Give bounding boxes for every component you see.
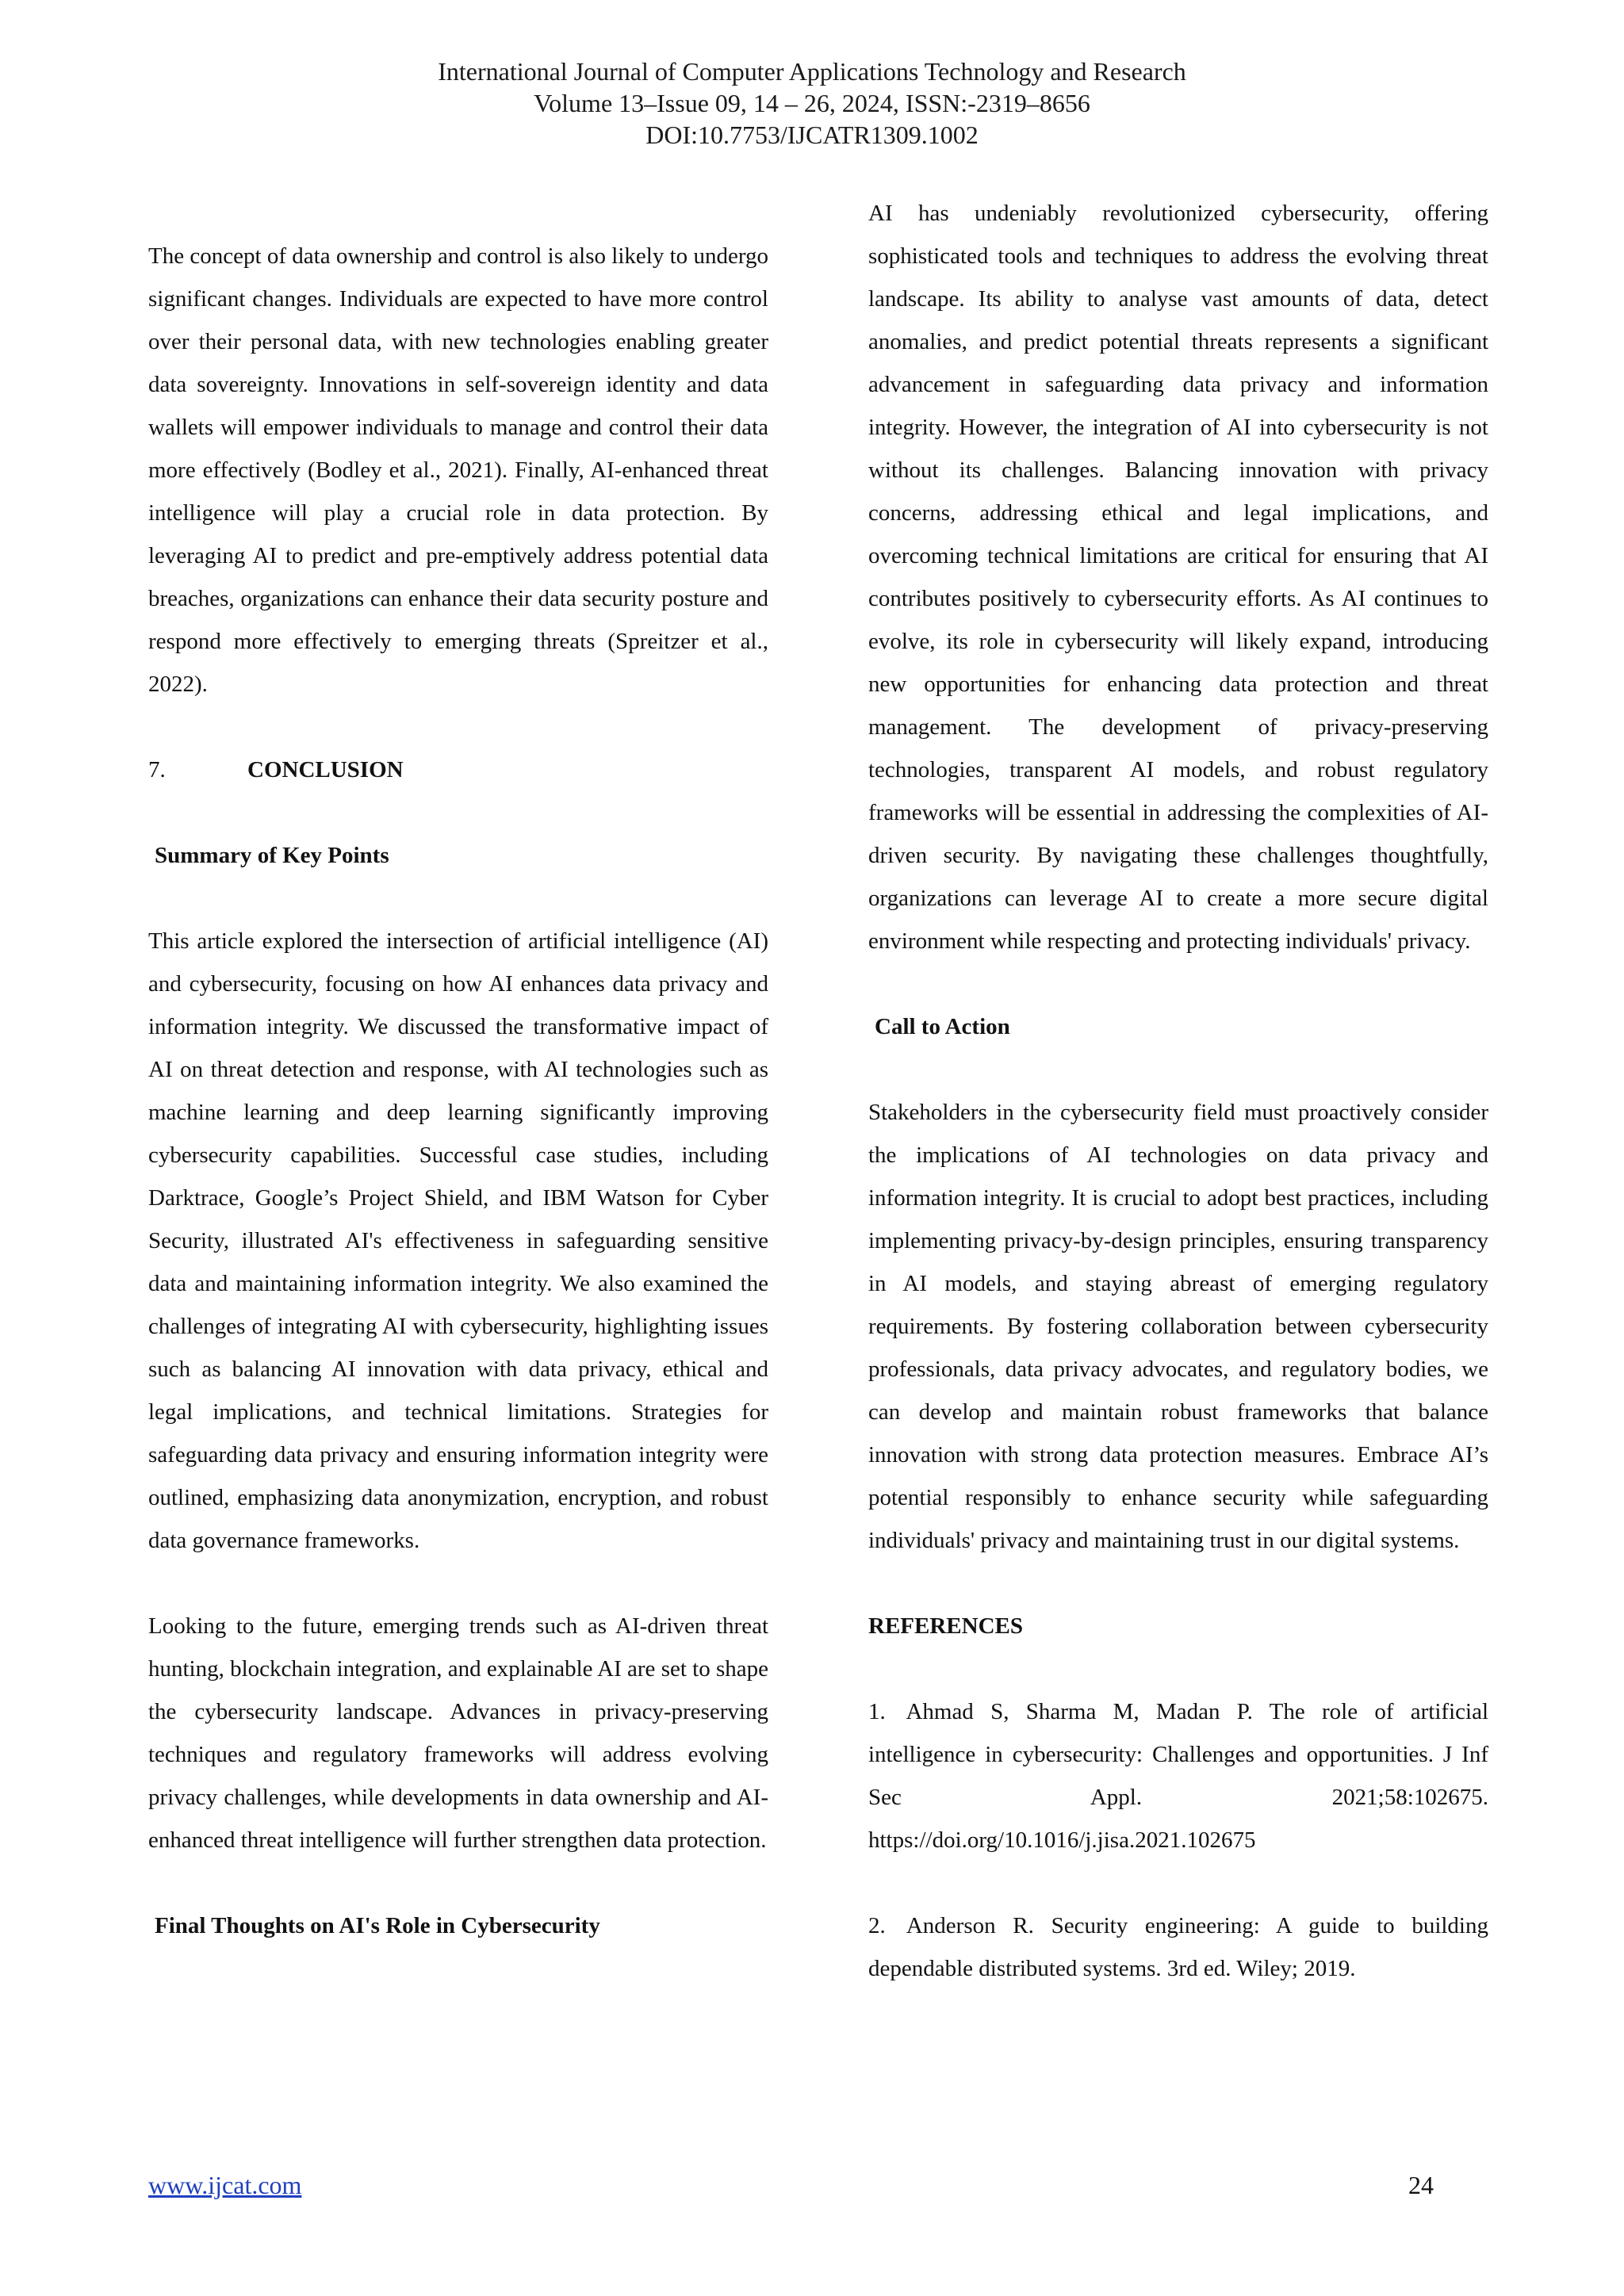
journal-title: International Journal of Computer Applications Technology and Research — [438, 57, 1186, 86]
section-number: 7. — [148, 757, 166, 783]
paragraph-data-ownership: The concept of data ownership and control is also likely to undergo significant changes. Individuals are expected to have more control over their personal data, with new technologies enabling greater data sovereignty. Innovations in self-sovereign identity and data wallets will empower individuals to manage and control their data more effectively (Bodley et al., 2021). Finally, AI-enhanced threat intelligence will play a crucial role in data protection. By leveraging AI to predict and pre-emptively address potential data breaches, organizations can enhance their data security posture and respond more effectively to emerging threats (Spreitzer et al., 2022). — [148, 243, 768, 697]
section-title: CONCLUSION — [247, 757, 404, 783]
paragraph-summary: This article explored the intersection of artificial intelligence (AI) and cybersecurity, focusing on how AI enhances data privacy and information integrity. We discussed the transformative impact of AI on threat detection and response, with AI technologies such as machine learning and deep learning significantly improving cybersecurity capabilities. Successful case studies, including Darktrace, Google’s Project Shield, and IBM Watson for Cyber Security, illustrated AI's effectiveness in safeguarding sensitive data and maintaining information integrity. We also examined the challenges of integrating AI with cybersecurity, highlighting issues such as balancing AI innovation with data privacy, ethical and legal implications, and technical limitations. Strategies for safeguarding data privacy and ensuring information integrity were outlined, emphasizing data anonymization, encryption, and robust data governance frameworks. — [148, 928, 768, 1553]
right-column — [868, 192, 1488, 2033]
reference-number: 2. — [868, 1913, 886, 1938]
reference-item — [868, 1904, 1488, 1990]
subheading-final-thoughts: Final Thoughts on AI's Role in Cybersecurity — [155, 1913, 600, 1938]
paragraph-future: Looking to the future, emerging trends such as AI-driven threat hunting, blockchain integration, and explainable AI are set to shape the cybersecurity landscape. Advances in privacy-preserving techniques and regulatory frameworks will address evolving privacy challenges, while developments in data ownership and AI-enhanced threat intelligence will further strengthen data protection. — [148, 1613, 768, 1853]
paragraph-call-to-action: Stakeholders in the cybersecurity field must proactively consider the implications of AI technologies on data privacy and information integrity. It is crucial to adopt best practices, including implementing privacy-by-design principles, ensuring transparency in AI models, and staying abreast of emerging regulatory requirements. By fostering collaboration between cybersecurity professionals, data privacy advocates, and regulatory bodies, we can develop and maintain robust frameworks that balance innovation with strong data protection measures. Embrace AI’s potential responsibly to enhance security while safeguarding individuals' privacy and maintaining trust in our digital systems. — [868, 1100, 1488, 1553]
page-number: 24 — [1408, 2171, 1434, 2199]
reference-text: Ahmad S, Sharma M, Madan P. The role of artificial intelligence in cybersecurity: Challenges and opportunities. J Inf Sec Appl. 2021;58:102675. https://doi.org/10.1016/j.jisa.2021.102675 — [868, 1699, 1488, 1853]
references-heading: REFERENCES — [868, 1613, 1023, 1639]
journal-volume: Volume 13–Issue 09, 14 – 26, 2024, ISSN:-2319–8656 — [534, 89, 1090, 117]
reference-number: 1. — [868, 1699, 886, 1724]
subheading-summary: Summary of Key Points — [155, 843, 389, 868]
reference-text: Anderson R. Security engineering: A guide to building dependable distributed systems. 3rd ed. Wiley; 2019. — [868, 1913, 1488, 1981]
reference-item — [868, 1690, 1488, 1862]
page-header — [0, 55, 1624, 151]
section-heading-conclusion — [148, 748, 768, 791]
journal-doi: DOI:10.7753/IJCATR1309.1002 — [645, 121, 979, 149]
paragraph-final-thoughts: AI has undeniably revolutionized cybersecurity, offering sophisticated tools and techniques to address the evolving threat landscape. Its ability to analyse vast amounts of data, detect anomalies, and predict potential threats represents a significant advancement in safeguarding data privacy and information integrity. However, the integration of AI into cybersecurity is not without its challenges. Balancing innovation with privacy concerns, addressing ethical and legal implications, and overcoming technical limitations are critical for ensuring that AI contributes positively to cybersecurity efforts. As AI continues to evolve, its role in cybersecurity will likely expand, introducing new opportunities for enhancing data protection and threat management. The development of privacy-preserving technologies, transparent AI models, and robust regulatory frameworks will be essential in addressing the complexities of AI-driven security. By navigating these challenges thoughtfully, organizations can leverage AI to create a more secure digital environment while respecting and protecting individuals' privacy. — [868, 201, 1488, 954]
left-column — [148, 235, 768, 1990]
subheading-call-to-action: Call to Action — [875, 1014, 1010, 1039]
website-link[interactable]: www.ijcat.com — [148, 2171, 302, 2199]
